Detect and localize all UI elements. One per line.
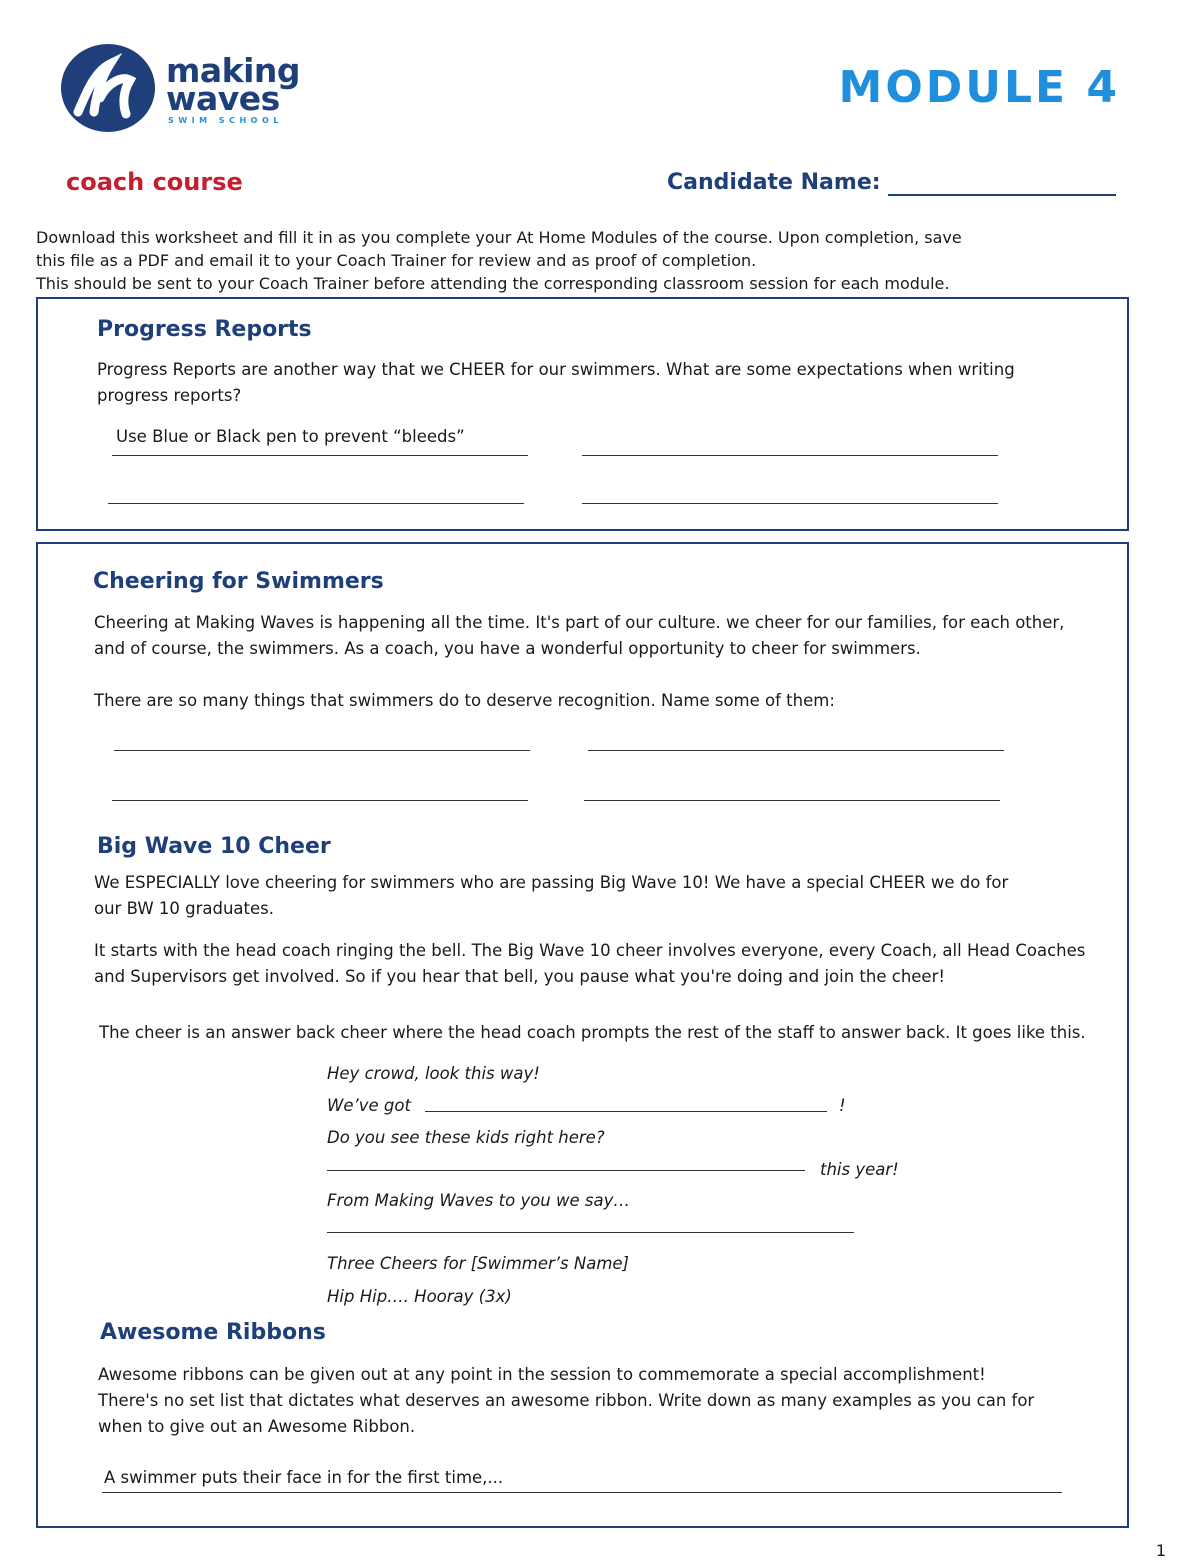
cheer-blank-2[interactable] [327, 1170, 805, 1171]
cheer-line-1: Hey crowd, look this way! [327, 1064, 540, 1083]
answer-line[interactable] [112, 800, 528, 801]
intro-line: This should be sent to your Coach Trainer before attending the corresponding classroom session for each module. [36, 274, 950, 293]
ribbons-paragraph [98, 1362, 1034, 1440]
question-line: Progress Reports are another way that we CHEER for our swimmers. What are some expectations when writing [97, 360, 1015, 379]
cheering-prompt: There are so many things that swimmers do to deserve recognition. Name some of them: [94, 691, 835, 710]
cheer-line-5: From Making Waves to you we say… [327, 1191, 630, 1210]
logo-text-making: making [166, 51, 301, 90]
answer-line[interactable] [582, 455, 998, 456]
intro-text [36, 226, 1096, 295]
big-wave-paragraph-1 [94, 870, 1008, 922]
course-label: coach course [66, 168, 243, 196]
answer-line[interactable] [108, 503, 524, 504]
candidate-name-field[interactable] [888, 194, 1116, 196]
paragraph-line: We ESPECIALLY love cheering for swimmers who are passing Big Wave 10! We have a special CHEER we do for [94, 873, 1009, 892]
ribbons-heading: Awesome Ribbons [100, 1320, 326, 1345]
answer-line[interactable] [112, 455, 528, 456]
answer-line[interactable] [584, 800, 1000, 801]
paragraph-line: and Supervisors get involved. So if you hear that bell, you pause what you're doing and join the cheer! [94, 967, 945, 986]
paragraph-line: our BW 10 graduates. [94, 899, 274, 918]
ribbons-answer-example: A swimmer puts their face in for the first time,... [104, 1468, 504, 1487]
cheer-line-6: Three Cheers for [Swimmer’s Name] [327, 1254, 629, 1273]
cheering-section [36, 542, 1129, 1528]
logo-tagline: SWIM SCHOOL [168, 116, 283, 125]
logo-wave-icon [60, 42, 160, 134]
paragraph-line: and of course, the swimmers. As a coach, you have a wonderful opportunity to cheer for swimmers. [94, 639, 921, 658]
paragraph-line: Awesome ribbons can be given out at any point in the session to commemorate a special accomplishment! [98, 1365, 986, 1384]
cheer-blank-3[interactable] [327, 1232, 854, 1233]
cheering-heading: Cheering for Swimmers [93, 569, 384, 594]
cheer-line-7: Hip Hip…. Hooray (3x) [327, 1287, 512, 1306]
progress-reports-section [36, 297, 1129, 531]
paragraph-line: There's no set list that dictates what deserves an awesome ribbon. Write down as many examples as you can for [98, 1391, 1035, 1410]
cheer-line-2-prefix: We’ve got [327, 1096, 411, 1115]
progress-reports-heading: Progress Reports [97, 317, 312, 342]
logo-text-waves: waves [166, 79, 280, 118]
big-wave-heading: Big Wave 10 Cheer [97, 834, 331, 859]
candidate-name-label: Candidate Name: [667, 170, 881, 195]
big-wave-paragraph-2 [94, 938, 1085, 990]
answer-line[interactable] [114, 750, 530, 751]
cheer-line-2-suffix: ! [839, 1096, 846, 1115]
cheer-line-4-suffix: this year! [820, 1160, 899, 1179]
intro-line: Download this worksheet and fill it in as you complete your At Home Modules of the course. Upon completion, save [36, 228, 962, 247]
page-number: 1 [1155, 1541, 1166, 1560]
cheer-line-3: Do you see these kids right here? [327, 1128, 605, 1147]
progress-answer-example: Use Blue or Black pen to prevent “bleeds” [116, 427, 465, 446]
answer-line[interactable] [582, 503, 998, 504]
logo [60, 42, 300, 134]
paragraph-line: Cheering at Making Waves is happening all the time. It's part of our culture. we cheer for our families, for each other, [94, 613, 1065, 632]
question-line: progress reports? [97, 386, 242, 405]
module-title: MODULE 4 [838, 62, 1120, 113]
answer-line[interactable] [588, 750, 1004, 751]
cheering-paragraph [94, 610, 1064, 662]
intro-line: this file as a PDF and email it to your Coach Trainer for review and as proof of completion. [36, 251, 757, 270]
progress-reports-question [97, 357, 1015, 409]
cheer-blank-1[interactable] [425, 1111, 827, 1112]
paragraph-line: when to give out an Awesome Ribbon. [98, 1417, 416, 1436]
big-wave-paragraph-3: The cheer is an answer back cheer where the head coach prompts the rest of the staff to answer back. It goes like this. [99, 1023, 1086, 1042]
answer-line[interactable] [102, 1492, 1062, 1493]
paragraph-line: It starts with the head coach ringing the bell. The Big Wave 10 cheer involves everyone, every Coach, all Head Coaches [94, 941, 1086, 960]
